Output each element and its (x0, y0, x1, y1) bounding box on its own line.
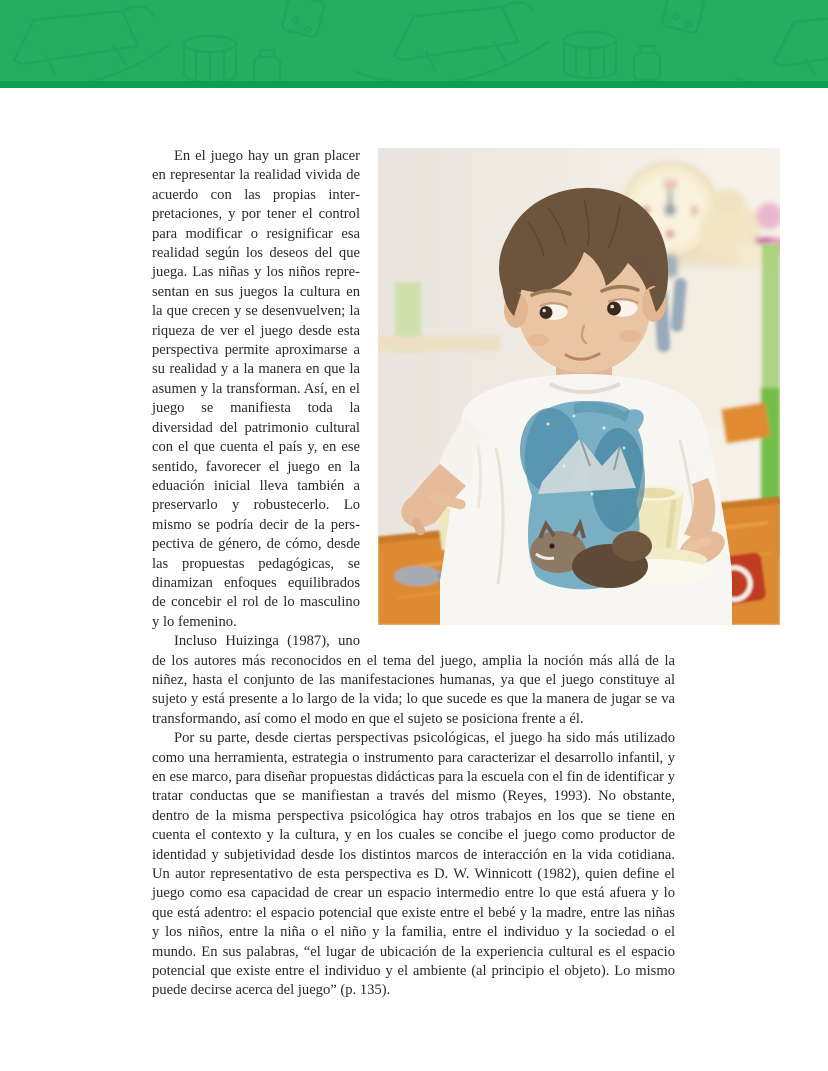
body-paragraph-2: Incluso Huizinga (1987), uno de los autores más reconocidos en el tema del juego, amplia la noción más allá de la niñez, hasta el conjunto de las manifestaciones humanas, ya que el juego constituye al sujeto y está presente a lo largo de la vida; lo que sucede es que la manera de jugar se va transformando, así como el modo en que el sujeto se posiciona frente a él. (152, 633, 675, 727)
body-paragraph-1: En el juego hay un gran placer en representar la realidad vivida de acuerdo con las propias interpretaciones, y por tener el control para modificar o resignificar esa realidad según los deseos del que juega. Las niñas y los niños representan en sus juegos la cultura en la que crecen y se desenvuelven; la riqueza de ver el juego desde esta perspectiva permite aproximarse a su realidad y a la manera en que la asumen y la transforman. Así, en el juego se manifiesta toda la diversidad del patrimonio cultural con el que cuenta el país y, en ese sentido, favorecer el juego en la eduación inicial lleva también a preservarlo y robustecerlo. Lo mismo se podría decir de la perspectiva de género, de cómo, desde las propuestas pedagógicas, se dinamizan enfoques equilibrados de concebir el rol de lo masculino y lo femenino. (152, 148, 360, 630)
svg-text:3: 3 (690, 204, 698, 218)
wolf-print (520, 401, 652, 589)
svg-text:12: 12 (663, 177, 677, 191)
body-paragraph-3: Por su parte, desde ciertas perspectivas psicológicas, el juego ha sido más utilizado como una herramienta, estrategia o instrumento para caracterizar el desarrollo infantil, y en ese marco, para diseñar propuestas didácticas para la escuela con el fin de identificar y tratar conductas que se manifiestan a través del mismo (Reyes, 1993). No obstante, dentro de la misma perspectiva psicológica hay otros trabajos en los que se tiene en cuenta el contexto y la cultura, y en los cuales se concibe el juego como productor de identidad y subjetividad desde los distintos marcos de interacción en la vida cotidiana. Un autor representativo de esta perspectiva es D. W. Winnicott (1982), quien define el juego como esa capacidad de crear un espacio intermedio entre lo que está afuera y lo que está adentro: el espacio potencial que existe entre el bebé y la madre, entre las niñas y los niños, entre la niña o el niño y la familia, entre el individuo y la sociedad o el mundo. En sus palabras, “el lugar de ubicación de la experiencia cultural es el espacio potencial que existe entre el individuo y el ambiente (al principio el objeto). Lo mismo puede decirse acerca del juego” (p. 135). (152, 730, 675, 999)
header-band (0, 0, 828, 88)
toys-pattern-illustration (0, 0, 828, 81)
boy-play-kitchen-illustration (378, 148, 780, 625)
page-content (0, 88, 828, 1001)
photo-boy-play-kitchen (378, 148, 780, 625)
